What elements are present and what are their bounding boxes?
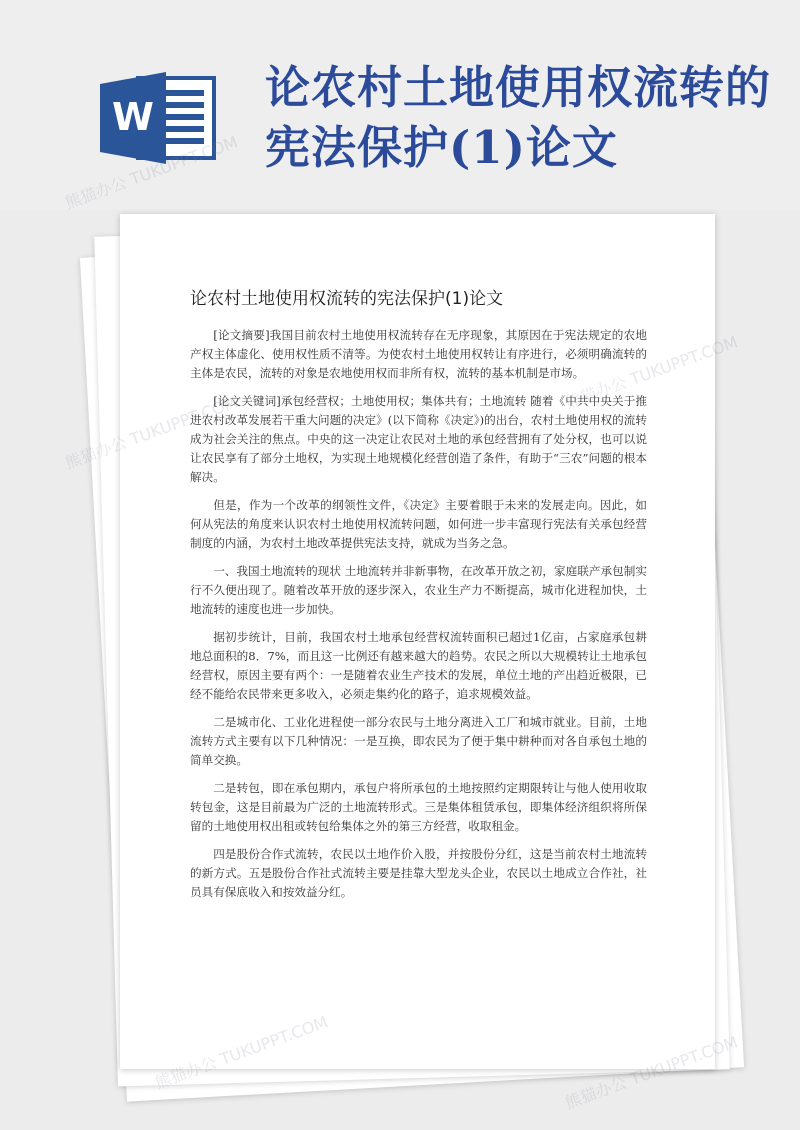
header-title: 论农村土地使用权流转的宪法保护(1)论文 (265, 61, 772, 174)
paragraph: 四是股份合作式流转，农民以土地作价入股，并按股份分红，这是当前农村土地流转的新方式。五是股份合作社式流转主要是挂靠大型龙头企业，农民以土地成立合作社，社员具有保底收入和按效益分红。 (190, 847, 647, 899)
paragraph: 据初步统计，目前，我国农村土地承包经营权流转面积已超过1亿亩，占家庭承包耕地总面积的8．7%，而且这一比例还有越来越大的趋势。农民之所以大规模转让土地承包经营权，原因主要有两个：一是随着农业生产技术的发展，单位土地的产出趋近极限，已经不能给农民带来更多收入，必须走集约化的路子，追求规模效益。 (190, 630, 647, 701)
header-banner (0, 0, 800, 210)
paragraph: [论文关键词]承包经营权；土地使用权；集体共有；土地流转 随着《中共中央关于推进农村改革发展若干重大问题的决定》(以下简称《决定》)的出台，农村土地使用权的流转成为社会关注的焦点。中央的这一决定让农民对土地的承包经营拥有了处分权，也可以说让农民享有了部分土地权，为实现土地规模化经营创造了条件，有助于“三农”问题的根本解决。 (190, 394, 647, 484)
document-page (120, 214, 715, 1069)
watermark: 熊猫办公 TUKUPPT.COM (562, 1032, 741, 1113)
paragraph: 二是城市化、工业化进程使一部分农民与土地分离进入工厂和城市就业。目前，土地流转方式主要有以下几种情况：一是互换，即农民为了便于集中耕种而对各自承包土地的简单交换。 (190, 715, 647, 767)
svg-text:W: W (112, 95, 154, 139)
paragraph: 但是，作为一个改革的纲领性文件，《决定》主要着眼于未来的发展走向。因此，如何从宪法的角度来认识农村土地使用权流转问题，如何进一步丰富现行宪法有关承包经营制度的内涵，为农村土地改革提供宪法支持，就成为当务之急。 (190, 498, 647, 550)
document-body (190, 326, 647, 911)
document-title: 论农村土地使用权流转的宪法保护(1)论文 (190, 289, 504, 309)
paragraph: 一、我国土地流转的现状 土地流转并非新事物，在改革开放之初，家庭联产承包制实行不久便出现了。随着改革开放的逐步深入，农业生产力不断提高，城市化进程加快，土地流转的速度也进一步加快。 (190, 564, 647, 616)
paragraph: [论文摘要]我国目前农村土地使用权流转存在无序现象，其原因在于宪法规定的农地产权主体虚化、使用权性质不清等。为使农村土地使用权转让有序进行，必须明确流转的主体是农民，流转的对象是农地使用权而非所有权，流转的基本机制是市场。 (190, 328, 647, 380)
word-icon (100, 72, 218, 164)
paragraph: 二是转包，即在承包期内，承包户将所承包的土地按照约定期限转让与他人使用收取转包金，这是目前最为广泛的土地流转形式。三是集体租赁承包，即集体经济组织将所保留的土地使用权出租或转包给集体之外的第三方经营，收取租金。 (190, 781, 647, 833)
